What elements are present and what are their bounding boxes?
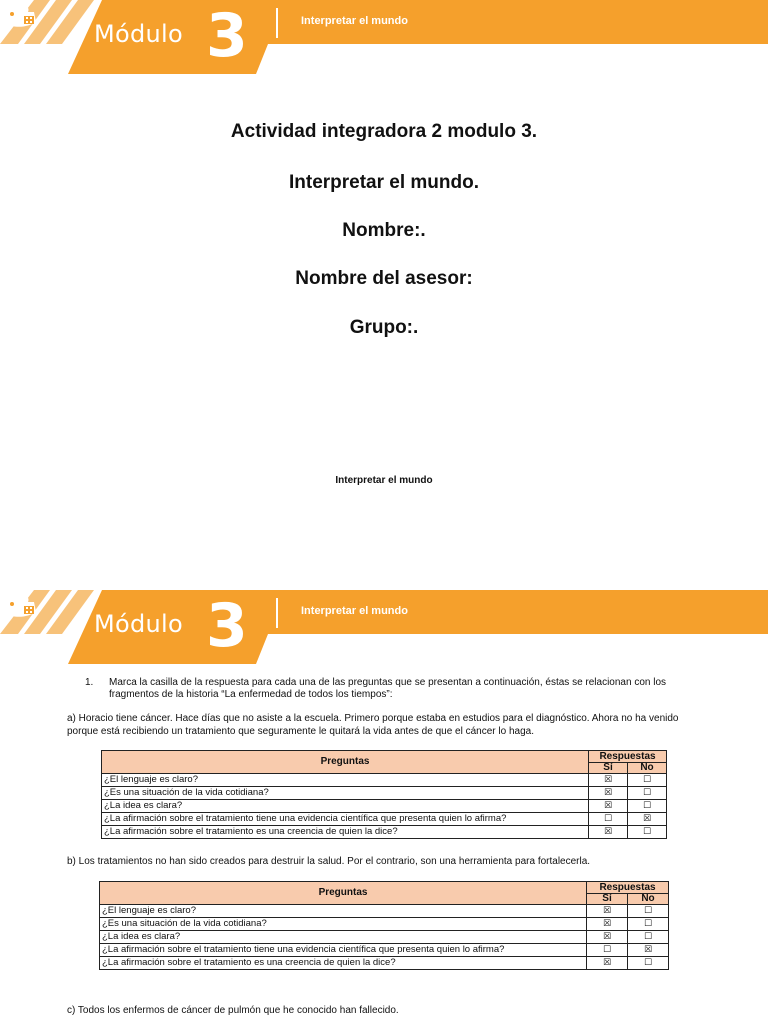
col-si: Sí xyxy=(587,894,628,905)
cover-subject: Interpretar el mundo. xyxy=(288,172,480,193)
question-cell: ¿La afirmación sobre el tratamiento tiene una evidencia científica que presenta quien lo afirma? xyxy=(100,944,587,957)
checkbox-no[interactable]: ☒ xyxy=(628,944,669,957)
checkbox-no[interactable]: ☒ xyxy=(628,813,667,826)
col-respuestas: Respuestas xyxy=(587,882,669,894)
checkbox-si[interactable]: ☒ xyxy=(589,774,628,787)
question-cell: ¿El lenguaje es claro? xyxy=(102,774,589,787)
question-cell: ¿El lenguaje es claro? xyxy=(100,905,587,918)
table-row xyxy=(100,944,669,957)
col-no: No xyxy=(628,894,669,905)
cover-title: Actividad integradora 2 modulo 3. xyxy=(230,121,538,142)
module-word: Módulo xyxy=(94,20,183,48)
checkbox-no[interactable]: ☐ xyxy=(628,931,669,944)
table-row xyxy=(100,905,669,918)
module-word: Módulo xyxy=(94,610,183,638)
checkbox-no[interactable]: ☐ xyxy=(628,826,667,839)
instruction-number: 1. xyxy=(85,677,94,688)
question-cell: ¿La idea es clara? xyxy=(102,800,589,813)
cover-name: Nombre:. xyxy=(342,220,426,241)
table-row xyxy=(102,800,667,813)
col-si: Sí xyxy=(589,763,628,774)
section-a-text: a) Horacio tiene cáncer. Hace días que no asiste a la escuela. Primero porque estaba en estudios para el diagnóstico. Ahora no ha venido porque está recibiendo un tratamiento que seguramente le quitará la vida antes de que el cáncer lo haga. xyxy=(67,713,679,737)
col-respuestas: Respuestas xyxy=(589,751,667,763)
table-row xyxy=(102,826,667,839)
banner-divider xyxy=(276,598,278,628)
module-number: 3 xyxy=(206,591,248,661)
checkbox-no[interactable]: ☐ xyxy=(628,957,669,970)
table-row xyxy=(102,774,667,787)
module-banner xyxy=(0,590,768,664)
module-number: 3 xyxy=(206,1,248,71)
checkbox-no[interactable]: ☐ xyxy=(628,905,669,918)
checkbox-si[interactable]: ☒ xyxy=(587,918,628,931)
section-c-text: c) Todos los enfermos de cáncer de pulmón que he conocido han fallecido. xyxy=(67,1005,399,1016)
table-row xyxy=(100,918,669,931)
question-cell: ¿La afirmación sobre el tratamiento es una creencia de quien la dice? xyxy=(102,826,589,839)
page-footer: Interpretar el mundo xyxy=(335,475,433,486)
instruction-text: Marca la casilla de la respuesta para cada una de las preguntas que se presentan a continuación, éstas se relacionan con los fragmentos de la historia “La enfermedad de todos los tiempos”: xyxy=(109,677,667,700)
question-cell: ¿Es una situación de la vida cotidiana? xyxy=(100,918,587,931)
checkbox-si[interactable]: ☒ xyxy=(589,826,628,839)
checkbox-si[interactable]: ☒ xyxy=(587,957,628,970)
checkbox-si[interactable]: ☒ xyxy=(587,931,628,944)
checkbox-si[interactable]: ☒ xyxy=(589,787,628,800)
checkbox-si[interactable]: ☐ xyxy=(589,813,628,826)
table-row xyxy=(102,787,667,800)
table-row xyxy=(102,813,667,826)
banner-divider xyxy=(276,8,278,38)
table-row xyxy=(100,931,669,944)
checkbox-si[interactable]: ☒ xyxy=(589,800,628,813)
instruction xyxy=(79,677,709,701)
section-b-text: b) Los tratamientos no han sido creados para destruir la salud. Por el contrario, son una herramienta para fortalecerla. xyxy=(67,856,591,867)
checkbox-no[interactable]: ☐ xyxy=(628,774,667,787)
checkbox-no[interactable]: ☐ xyxy=(628,800,667,813)
checkbox-si[interactable]: ☒ xyxy=(587,905,628,918)
col-preguntas: Preguntas xyxy=(102,751,589,774)
module-banner xyxy=(0,0,768,74)
question-cell: ¿La afirmación sobre el tratamiento es una creencia de quien la dice? xyxy=(100,957,587,970)
activity-page xyxy=(0,590,768,1024)
table-row xyxy=(100,957,669,970)
question-cell: ¿La idea es clara? xyxy=(100,931,587,944)
cover-group: Grupo:. xyxy=(349,317,419,338)
col-no: No xyxy=(628,763,667,774)
checkbox-si[interactable]: ☐ xyxy=(587,944,628,957)
cover-advisor: Nombre del asesor: xyxy=(295,268,473,289)
question-cell: ¿La afirmación sobre el tratamiento tiene una evidencia científica que presenta quien lo afirma? xyxy=(102,813,589,826)
prepa-en-linea-logo-icon xyxy=(0,590,40,622)
banner-subject: Interpretar el mundo xyxy=(301,15,408,27)
checkbox-no[interactable]: ☐ xyxy=(628,918,669,931)
col-preguntas: Preguntas xyxy=(100,882,587,905)
answers-table-a xyxy=(101,750,667,839)
banner-subject: Interpretar el mundo xyxy=(301,605,408,617)
checkbox-no[interactable]: ☐ xyxy=(628,787,667,800)
answers-table-b xyxy=(99,881,669,970)
prepa-en-linea-logo-icon xyxy=(0,0,40,32)
question-cell: ¿Es una situación de la vida cotidiana? xyxy=(102,787,589,800)
